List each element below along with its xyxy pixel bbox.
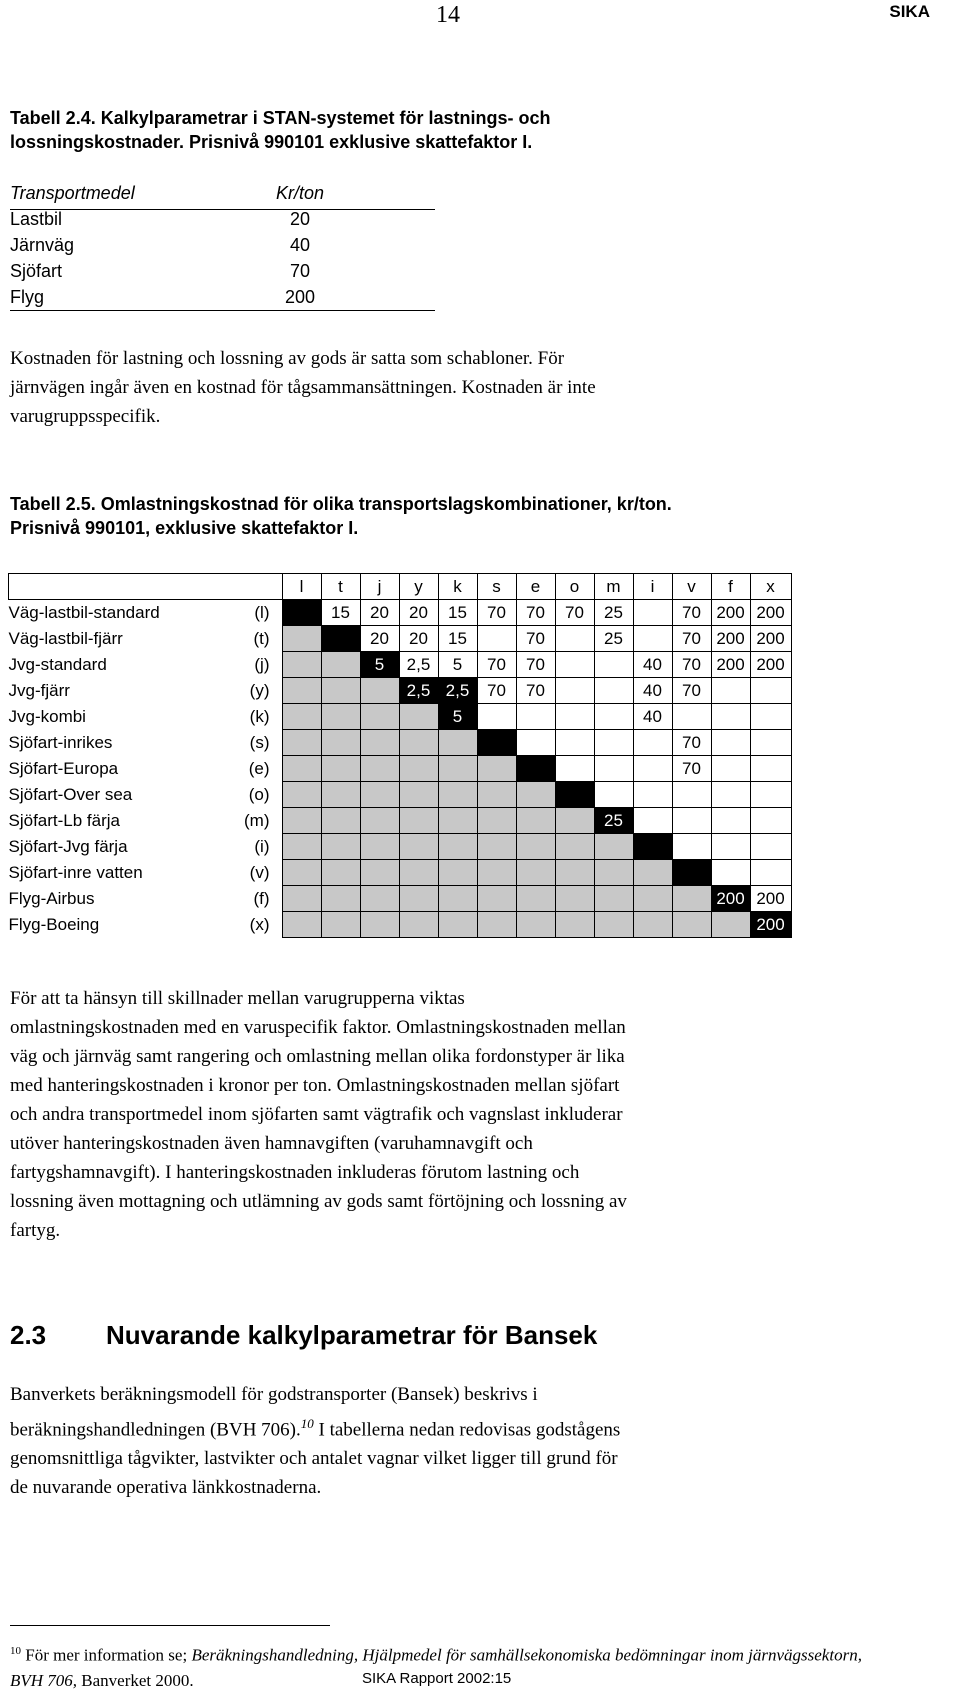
matrix-cell [711,782,750,808]
matrix-cell [672,912,711,938]
matrix-cell: 70 [477,678,516,704]
matrix-cell: 20 [360,626,399,652]
matrix-row-label: Flyg-Airbus [8,889,95,908]
matrix-cell: 15 [321,600,360,626]
matrix-cell [321,704,360,730]
matrix-cell: 200 [711,600,750,626]
matrix-cell [477,730,516,756]
matrix-cell [672,704,711,730]
matrix-row-code: (f) [253,889,270,908]
matrix-cell [516,756,555,782]
matrix-cell: 70 [516,600,555,626]
matrix-cell [555,834,594,860]
text-line: och andra transportmedel inom sjöfarten samt vägtrafik och vagnslast inkluderar [10,1104,623,1125]
matrix-cell [282,756,321,782]
text-line: fartyg. [10,1220,61,1241]
table-row-value: 20 [289,209,311,229]
matrix-cell [477,860,516,886]
section-title: Nuvarande kalkylparametrar för Bansek [106,1320,598,1350]
text-line: genomsnittliga tågvikter, lastvikter och antalet vagnar vilket ligger till grund för [10,1448,618,1470]
matrix-cell [516,860,555,886]
matrix-row-code: (y) [249,681,270,700]
matrix-row [9,912,792,938]
table-row-value: 200 [284,287,316,307]
matrix-cell [594,834,633,860]
matrix-row-code: (j) [254,655,270,674]
matrix-cell: 70 [672,756,711,782]
text-line: väg och järnväg samt rangering och omlastning mellan olika fordonstyper är lika [10,1046,625,1067]
paragraph-bansek [10,1380,895,1502]
matrix-cell [711,808,750,834]
matrix-cell [282,860,321,886]
matrix-column-header: t [321,574,360,600]
matrix-cell: 70 [516,652,555,678]
matrix-row-label: Sjöfart-inre vatten [8,863,143,882]
matrix-cell [321,756,360,782]
matrix-cell [672,782,711,808]
matrix-column-header: y [399,574,438,600]
matrix-cell [555,704,594,730]
footnote-rule [10,1625,330,1626]
matrix-row-label: Sjöfart-inrikes [8,733,113,752]
matrix-cell [516,912,555,938]
table-row-label: Sjöfart [10,261,63,281]
matrix-row-code: (l) [254,603,270,623]
section-number: 2.3 [10,1320,47,1350]
caption-line: Tabell 2.4. Kalkylparametrar i STAN-systemet för lastnings- och [10,108,551,128]
table-caption-2-5 [10,492,672,540]
matrix-row [9,678,792,704]
matrix-cell [711,704,750,730]
text-line: varugruppsspecifik. [10,406,161,427]
paragraph-loading-costs [10,344,890,431]
matrix-cell: 5 [360,652,399,678]
matrix-cell [282,678,321,704]
footnote-text: Banverket 2000. [77,1670,194,1690]
text-line: utöver hanteringskostnaden även hamnavgiften (varuhamnavgift och [10,1133,533,1154]
matrix-cell [477,834,516,860]
text-line: Banverkets beräkningsmodell för godstransporter (Bansek) beskrivs i [10,1384,538,1405]
matrix-cell [399,912,438,938]
matrix-cell [282,808,321,834]
matrix-row-label: Jvg-fjärr [8,681,70,700]
matrix-cell [477,886,516,912]
matrix-cell [633,782,672,808]
matrix-cell [321,626,360,652]
table-row-value: 40 [289,235,311,255]
matrix-cell [399,860,438,886]
matrix-cell [360,860,399,886]
matrix-row [9,886,792,912]
matrix-cell [438,860,477,886]
matrix-row-code: (o) [248,785,270,804]
matrix-cell [399,886,438,912]
matrix-cell: 70 [477,652,516,678]
matrix-cell: 15 [438,600,477,626]
matrix-cell [555,678,594,704]
matrix-cell [438,912,477,938]
matrix-cell [633,808,672,834]
matrix-cell: 70 [672,678,711,704]
matrix-cell [672,860,711,886]
text-line: lossning även mottagning och utlämning av gods samt förtöjning och lossning av [10,1191,627,1212]
matrix-cell: 2,5 [438,678,477,704]
matrix-cell: 200 [750,652,791,678]
caption-line: Prisnivå 990101, exklusive skattefaktor I. [10,518,359,538]
table-caption-2-4 [10,106,551,154]
matrix-column-header: f [711,574,750,600]
matrix-cell: 70 [672,600,711,626]
matrix-cell [438,886,477,912]
matrix-cell: 20 [360,600,399,626]
matrix-row-label: Jvg-standard [8,655,107,674]
matrix-cell [633,886,672,912]
matrix-row-label: Jvg-kombi [8,707,86,726]
matrix-cell [360,808,399,834]
matrix-cell [282,652,321,678]
section-heading [10,1320,597,1351]
matrix-cell: 25 [594,600,633,626]
matrix-cell: 2,5 [399,652,438,678]
matrix-header-row [9,574,792,600]
matrix-cell [594,886,633,912]
column-header-transport: Transportmedel [10,183,135,203]
matrix-cell [360,886,399,912]
matrix-row [9,808,792,834]
matrix-cell: 25 [594,808,633,834]
matrix-cell [750,834,791,860]
text-line: För att ta hänsyn till skillnader mellan varugrupperna viktas [10,988,465,1009]
matrix-cell [711,756,750,782]
matrix-row-code: (t) [253,629,270,648]
matrix-cell [555,808,594,834]
matrix-cell [399,782,438,808]
matrix-cell [438,834,477,860]
matrix-cell [672,886,711,912]
matrix-row-code: (s) [249,733,270,752]
matrix-cell [321,808,360,834]
matrix-cell: 200 [711,886,750,912]
matrix-cell [282,834,321,860]
matrix-cell: 70 [516,626,555,652]
matrix-cell: 2,5 [399,678,438,704]
matrix-cell: 15 [438,626,477,652]
matrix-cell [594,678,633,704]
table-row-label: Järnväg [10,235,75,255]
matrix-row-label: Sjöfart-Over sea [8,785,133,804]
text-line: fartygshamnavgift). I hanteringskostnaden inkluderas förutom lastning och [10,1162,580,1183]
matrix-row-label: Sjöfart-Lb färja [8,811,120,830]
matrix-cell: 70 [555,600,594,626]
matrix-column-header: k [438,574,477,600]
matrix-cell [750,730,791,756]
matrix-column-header: m [594,574,633,600]
caption-line: Tabell 2.5. Omlastningskostnad för olika transportslagskombinationer, kr/ton. [10,494,672,514]
matrix-cell [633,834,672,860]
matrix-cell [750,756,791,782]
matrix-column-header: s [477,574,516,600]
paragraph-transshipment [10,984,895,1245]
matrix-cell: 70 [672,730,711,756]
transshipment-matrix [8,573,792,938]
matrix-row-code: (i) [254,837,270,856]
matrix-cell [360,678,399,704]
matrix-cell [633,626,672,652]
matrix-cell [438,756,477,782]
matrix-cell: 40 [633,704,672,730]
matrix-row-code: (e) [248,759,270,778]
footnote-reference[interactable]: 10 [300,1416,314,1431]
matrix-cell [399,834,438,860]
matrix-cell: 70 [672,626,711,652]
matrix-cell [282,912,321,938]
matrix-cell [516,730,555,756]
matrix-cell [516,886,555,912]
matrix-cell [555,626,594,652]
matrix-cell: 40 [633,678,672,704]
matrix-cell [360,834,399,860]
table-row-label: Lastbil [10,209,63,229]
matrix-cell [477,756,516,782]
caption-line: lossningskostnader. Prisnivå 990101 exklusive skattefaktor I. [10,132,533,152]
matrix-cell [750,782,791,808]
matrix-cell: 200 [750,600,791,626]
matrix-cell [633,600,672,626]
matrix-cell [360,912,399,938]
matrix-cell [555,756,594,782]
matrix-row [9,652,792,678]
footnote-number: 10 [10,1645,21,1657]
matrix-cell [516,704,555,730]
matrix-cell [555,886,594,912]
matrix-cell: 200 [750,886,791,912]
text-line: de nuvarande operativa länkkostnaderna. [10,1477,322,1499]
matrix-cell [516,834,555,860]
matrix-cell [477,808,516,834]
matrix-cell: 20 [399,626,438,652]
text-fragment: beräkningshandledningen (BVH 706). [10,1419,301,1441]
matrix-row-label: Väg-lastbil-fjärr [8,629,123,648]
matrix-column-header: o [555,574,594,600]
matrix-column-header: l [282,574,321,600]
matrix-cell [594,652,633,678]
matrix-column-header: j [360,574,399,600]
matrix-cell [360,756,399,782]
matrix-row-code: (x) [249,915,270,934]
matrix-row-label: Väg-lastbil-standard [8,603,160,623]
matrix-cell [555,730,594,756]
matrix-cell [711,860,750,886]
matrix-cell [555,782,594,808]
matrix-cell [555,652,594,678]
matrix-cell [633,860,672,886]
matrix-cell [321,678,360,704]
matrix-cell [282,782,321,808]
matrix-cell [282,626,321,652]
text-line: järnvägen ingår även en kostnad för tågsammansättningen. Kostnaden är inte [10,377,596,398]
matrix-cell [438,730,477,756]
matrix-cell [477,912,516,938]
matrix-cell: 40 [633,652,672,678]
matrix-cell [282,600,321,626]
matrix-cell [477,626,516,652]
matrix-cell [282,886,321,912]
header-mark: SIKA [889,2,930,21]
matrix-row-label: Flyg-Boeing [8,915,100,934]
matrix-cell [399,808,438,834]
matrix-cell: 25 [594,626,633,652]
matrix-cell [477,782,516,808]
matrix-cell [516,782,555,808]
matrix-cell [321,782,360,808]
matrix-cell [633,912,672,938]
matrix-cell [555,860,594,886]
matrix-cell: 200 [711,626,750,652]
matrix-cell [633,730,672,756]
matrix-cell [711,678,750,704]
matrix-row [9,704,792,730]
matrix-cell [321,912,360,938]
matrix-cell: 200 [711,652,750,678]
matrix-row-label: Sjöfart-Europa [8,759,119,778]
matrix-row [9,600,792,626]
page-number: 14 [436,2,460,28]
matrix-row [9,834,792,860]
matrix-cell [282,704,321,730]
matrix-corner-cell [9,574,283,600]
text-fragment: I tabellerna nedan redovisas godstågens [313,1419,621,1441]
matrix-cell [399,704,438,730]
matrix-cell [438,782,477,808]
matrix-cell [633,756,672,782]
matrix-cell: 70 [672,652,711,678]
table-row-value: 70 [289,261,311,281]
matrix-column-header: v [672,574,711,600]
matrix-cell: 200 [750,912,791,938]
matrix-row [9,782,792,808]
matrix-column-header: e [516,574,555,600]
matrix-row [9,756,792,782]
table-row-label: Flyg [10,287,45,307]
matrix-cell [360,782,399,808]
matrix-cell: 200 [750,626,791,652]
matrix-cell [711,730,750,756]
matrix-cell [360,704,399,730]
matrix-cell [360,730,399,756]
matrix-cell [594,912,633,938]
column-header-kr-ton: Kr/ton [275,183,325,203]
matrix-cell [516,808,555,834]
matrix-cell [399,756,438,782]
matrix-cell [594,704,633,730]
header-rule [10,209,435,210]
matrix-row-label: Sjöfart-Jvg färja [8,837,128,856]
footnote-text: För mer information se; [21,1645,192,1665]
matrix-cell [672,808,711,834]
matrix-cell: 70 [477,600,516,626]
matrix-row [9,730,792,756]
matrix-cell [321,860,360,886]
text-line: med hanteringskostnaden i kronor per ton. Omlastningskostnaden mellan sjöfart [10,1075,620,1096]
matrix-cell [594,756,633,782]
matrix-cell [750,678,791,704]
matrix-row [9,860,792,886]
matrix-column-header: i [633,574,672,600]
matrix-cell [594,860,633,886]
matrix-cell [321,834,360,860]
matrix-cell [594,782,633,808]
matrix-row-code: (v) [249,863,270,882]
text-line: omlastningskostnaden med en varuspecifik faktor. Omlastningskostnaden mellan [10,1017,626,1038]
matrix-cell: 70 [516,678,555,704]
page-footer: SIKA Rapport 2002:15 [362,1670,512,1687]
matrix-cell [750,808,791,834]
matrix-cell [750,704,791,730]
matrix-row-code: (k) [249,707,270,726]
matrix-cell [321,886,360,912]
matrix-cell [711,834,750,860]
matrix-cell [555,912,594,938]
matrix-cell [594,730,633,756]
matrix-cell [321,652,360,678]
matrix-cell [399,730,438,756]
matrix-cell [672,834,711,860]
matrix-cell [750,860,791,886]
matrix-cell: 5 [438,704,477,730]
matrix-cell: 5 [438,652,477,678]
text-line: Kostnaden för lastning och lossning av gods är satta som schabloner. För [10,348,565,369]
matrix-cell [477,704,516,730]
matrix-cell [711,912,750,938]
matrix-cell: 20 [399,600,438,626]
matrix-column-header: x [750,574,791,600]
text-line [10,1409,895,1444]
matrix-cell [321,730,360,756]
matrix-cell [438,808,477,834]
matrix-row [9,626,792,652]
matrix-row-code: (m) [244,811,270,830]
matrix-cell [282,730,321,756]
footnote-italic: Beräkningshandledning, Hjälpmedel för samhällsekonomiska bedömningar inom järnvägssektorn, BVH 706, [10,1645,862,1690]
bottom-rule [10,310,435,311]
